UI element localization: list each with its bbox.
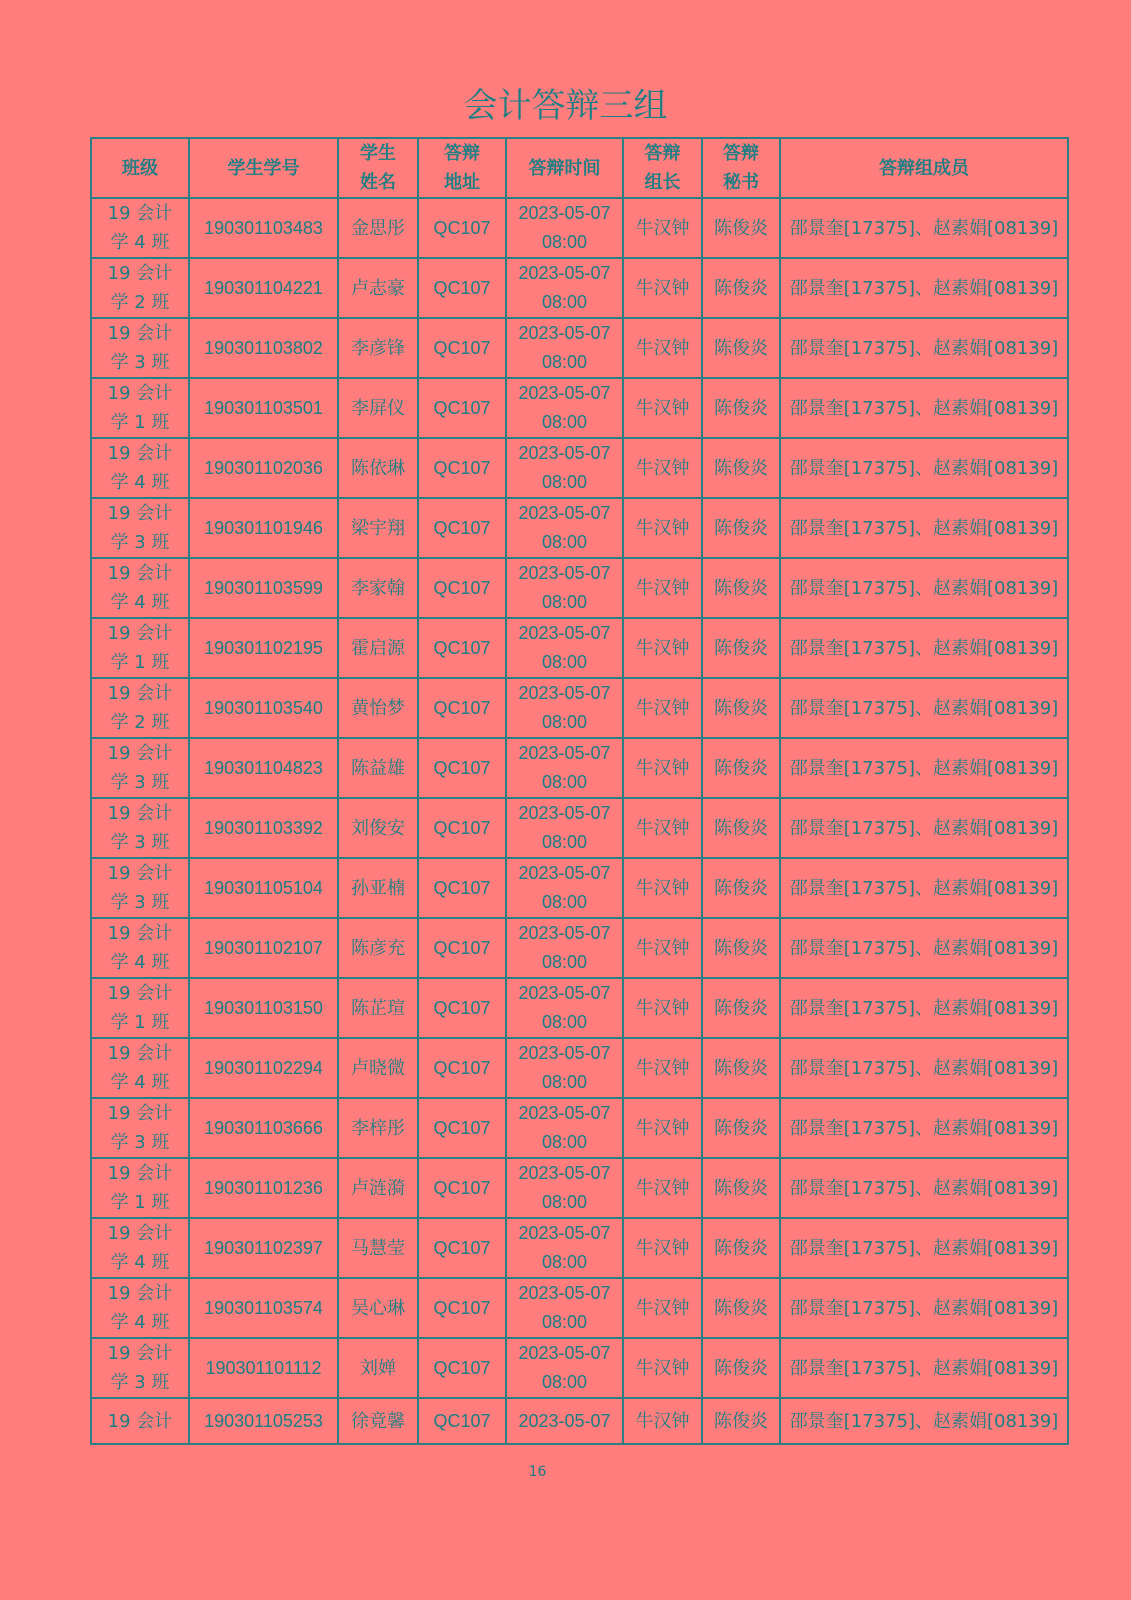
members-cell: 邵景奎[17375]、赵素娟[08139] <box>780 1038 1068 1098</box>
class-cell: 19 会计 学 3 班 <box>91 498 189 558</box>
student-name-cell: 李屏仪 <box>338 378 418 438</box>
location-cell: QC107 <box>418 858 506 918</box>
time-cell: 2023-05-07 08:00 <box>506 318 623 378</box>
header-location: 答辩 地址 <box>418 138 506 198</box>
class-cell: 19 会计 学 4 班 <box>91 918 189 978</box>
time-cell: 2023-05-07 08:00 <box>506 558 623 618</box>
student-name-cell: 卢晓微 <box>338 1038 418 1098</box>
student-name-cell: 陈依琳 <box>338 438 418 498</box>
student-name-cell: 梁宇翔 <box>338 498 418 558</box>
class-cell: 19 会计 学 3 班 <box>91 1338 189 1398</box>
student-name-cell: 卢涟漪 <box>338 1158 418 1218</box>
class-cell: 19 会计 学 3 班 <box>91 738 189 798</box>
members-cell: 邵景奎[17375]、赵素娟[08139] <box>780 1158 1068 1218</box>
leader-cell: 牛汉钟 <box>623 978 702 1038</box>
location-cell: QC107 <box>418 1218 506 1278</box>
table-row <box>91 558 1068 618</box>
members-cell: 邵景奎[17375]、赵素娟[08139] <box>780 1338 1068 1398</box>
secretary-cell: 陈俊炎 <box>702 1158 780 1218</box>
leader-cell: 牛汉钟 <box>623 918 702 978</box>
class-cell: 19 会计 学 1 班 <box>91 378 189 438</box>
secretary-cell: 陈俊炎 <box>702 1338 780 1398</box>
header-student-id: 学生学号 <box>189 138 338 198</box>
time-cell: 2023-05-07 08:00 <box>506 738 623 798</box>
secretary-cell: 陈俊炎 <box>702 678 780 738</box>
class-cell: 19 会计 学 4 班 <box>91 558 189 618</box>
student-id-cell: 190301104221 <box>189 258 338 318</box>
location-cell: QC107 <box>418 1398 506 1444</box>
student-id-cell: 190301102107 <box>189 918 338 978</box>
location-cell: QC107 <box>418 738 506 798</box>
student-name-cell: 孙亚楠 <box>338 858 418 918</box>
student-name-cell: 陈芷瑄 <box>338 978 418 1038</box>
secretary-cell: 陈俊炎 <box>702 438 780 498</box>
secretary-cell: 陈俊炎 <box>702 258 780 318</box>
location-cell: QC107 <box>418 1158 506 1218</box>
leader-cell: 牛汉钟 <box>623 1278 702 1338</box>
table-row <box>91 258 1068 318</box>
student-id-cell: 190301103540 <box>189 678 338 738</box>
secretary-cell: 陈俊炎 <box>702 318 780 378</box>
class-cell: 19 会计 学 1 班 <box>91 978 189 1038</box>
table-row <box>91 798 1068 858</box>
leader-cell: 牛汉钟 <box>623 498 702 558</box>
student-id-cell: 190301103150 <box>189 978 338 1038</box>
members-cell: 邵景奎[17375]、赵素娟[08139] <box>780 258 1068 318</box>
header-members: 答辩组成员 <box>780 138 1068 198</box>
time-cell: 2023-05-07 08:00 <box>506 1218 623 1278</box>
secretary-cell: 陈俊炎 <box>702 738 780 798</box>
leader-cell: 牛汉钟 <box>623 1218 702 1278</box>
class-cell: 19 会计 学 4 班 <box>91 198 189 258</box>
members-cell: 邵景奎[17375]、赵素娟[08139] <box>780 558 1068 618</box>
leader-cell: 牛汉钟 <box>623 678 702 738</box>
class-cell: 19 会计 学 4 班 <box>91 438 189 498</box>
student-id-cell: 190301105253 <box>189 1398 338 1444</box>
student-id-cell: 190301101236 <box>189 1158 338 1218</box>
class-cell: 19 会计 学 3 班 <box>91 1098 189 1158</box>
leader-cell: 牛汉钟 <box>623 738 702 798</box>
leader-cell: 牛汉钟 <box>623 618 702 678</box>
location-cell: QC107 <box>418 318 506 378</box>
page-number: 16 <box>528 1464 547 1480</box>
members-cell: 邵景奎[17375]、赵素娟[08139] <box>780 618 1068 678</box>
page-title: 会计答辩三组 <box>463 86 668 126</box>
secretary-cell: 陈俊炎 <box>702 1038 780 1098</box>
leader-cell: 牛汉钟 <box>623 258 702 318</box>
time-cell: 2023-05-07 08:00 <box>506 798 623 858</box>
secretary-cell: 陈俊炎 <box>702 618 780 678</box>
class-cell: 19 会计 学 1 班 <box>91 618 189 678</box>
secretary-cell: 陈俊炎 <box>702 858 780 918</box>
table-row <box>91 1098 1068 1158</box>
student-id-cell: 190301102397 <box>189 1218 338 1278</box>
student-name-cell: 卢志豪 <box>338 258 418 318</box>
secretary-cell: 陈俊炎 <box>702 1098 780 1158</box>
table-row <box>91 978 1068 1038</box>
student-name-cell: 李梓彤 <box>338 1098 418 1158</box>
time-cell: 2023-05-07 08:00 <box>506 678 623 738</box>
time-cell: 2023-05-07 08:00 <box>506 618 623 678</box>
secretary-cell: 陈俊炎 <box>702 198 780 258</box>
members-cell: 邵景奎[17375]、赵素娟[08139] <box>780 378 1068 438</box>
secretary-cell: 陈俊炎 <box>702 918 780 978</box>
location-cell: QC107 <box>418 1338 506 1398</box>
class-cell: 19 会计 学 3 班 <box>91 798 189 858</box>
table-row <box>91 198 1068 258</box>
secretary-cell: 陈俊炎 <box>702 1398 780 1444</box>
class-cell: 19 会计 学 4 班 <box>91 1278 189 1338</box>
student-name-cell: 徐竟馨 <box>338 1398 418 1444</box>
location-cell: QC107 <box>418 798 506 858</box>
members-cell: 邵景奎[17375]、赵素娟[08139] <box>780 978 1068 1038</box>
class-cell: 19 会计 学 2 班 <box>91 678 189 738</box>
student-name-cell: 吴心琳 <box>338 1278 418 1338</box>
header-secretary: 答辩 秘书 <box>702 138 780 198</box>
student-name-cell: 金思彤 <box>338 198 418 258</box>
leader-cell: 牛汉钟 <box>623 1098 702 1158</box>
student-id-cell: 190301102036 <box>189 438 338 498</box>
leader-cell: 牛汉钟 <box>623 858 702 918</box>
table-row <box>91 858 1068 918</box>
header-student-name: 学生 姓名 <box>338 138 418 198</box>
student-id-cell: 190301102294 <box>189 1038 338 1098</box>
members-cell: 邵景奎[17375]、赵素娟[08139] <box>780 798 1068 858</box>
leader-cell: 牛汉钟 <box>623 558 702 618</box>
leader-cell: 牛汉钟 <box>623 798 702 858</box>
table-row <box>91 378 1068 438</box>
members-cell: 邵景奎[17375]、赵素娟[08139] <box>780 918 1068 978</box>
time-cell: 2023-05-07 08:00 <box>506 1338 623 1398</box>
time-cell: 2023-05-07 08:00 <box>506 1278 623 1338</box>
header-class: 班级 <box>91 138 189 198</box>
student-id-cell: 190301103666 <box>189 1098 338 1158</box>
student-id-cell: 190301105104 <box>189 858 338 918</box>
members-cell: 邵景奎[17375]、赵素娟[08139] <box>780 678 1068 738</box>
time-cell: 2023-05-07 08:00 <box>506 1098 623 1158</box>
location-cell: QC107 <box>418 978 506 1038</box>
members-cell: 邵景奎[17375]、赵素娟[08139] <box>780 1278 1068 1338</box>
time-cell: 2023-05-07 08:00 <box>506 918 623 978</box>
class-cell: 19 会计 学 3 班 <box>91 318 189 378</box>
leader-cell: 牛汉钟 <box>623 1158 702 1218</box>
members-cell: 邵景奎[17375]、赵素娟[08139] <box>780 858 1068 918</box>
members-cell: 邵景奎[17375]、赵素娟[08139] <box>780 198 1068 258</box>
time-cell: 2023-05-07 08:00 <box>506 858 623 918</box>
time-cell: 2023-05-07 <box>506 1398 623 1444</box>
leader-cell: 牛汉钟 <box>623 198 702 258</box>
members-cell: 邵景奎[17375]、赵素娟[08139] <box>780 438 1068 498</box>
members-cell: 邵景奎[17375]、赵素娟[08139] <box>780 1218 1068 1278</box>
student-id-cell: 190301103574 <box>189 1278 338 1338</box>
secretary-cell: 陈俊炎 <box>702 978 780 1038</box>
student-id-cell: 190301101946 <box>189 498 338 558</box>
table-row <box>91 318 1068 378</box>
location-cell: QC107 <box>418 1278 506 1338</box>
header-leader: 答辩 组长 <box>623 138 702 198</box>
time-cell: 2023-05-07 08:00 <box>506 378 623 438</box>
student-id-cell: 190301103802 <box>189 318 338 378</box>
student-name-cell: 刘婵 <box>338 1338 418 1398</box>
student-name-cell: 李彦锋 <box>338 318 418 378</box>
student-id-cell: 190301103501 <box>189 378 338 438</box>
student-name-cell: 马慧莹 <box>338 1218 418 1278</box>
location-cell: QC107 <box>418 618 506 678</box>
student-id-cell: 190301101112 <box>189 1338 338 1398</box>
table-row <box>91 738 1068 798</box>
table-row <box>91 1398 1068 1444</box>
time-cell: 2023-05-07 08:00 <box>506 1158 623 1218</box>
header-time: 答辩时间 <box>506 138 623 198</box>
location-cell: QC107 <box>418 498 506 558</box>
student-id-cell: 190301103483 <box>189 198 338 258</box>
table-row <box>91 1158 1068 1218</box>
leader-cell: 牛汉钟 <box>623 1038 702 1098</box>
student-name-cell: 李家翰 <box>338 558 418 618</box>
time-cell: 2023-05-07 08:00 <box>506 498 623 558</box>
time-cell: 2023-05-07 08:00 <box>506 438 623 498</box>
table-row <box>91 1218 1068 1278</box>
class-cell: 19 会计 <box>91 1398 189 1444</box>
secretary-cell: 陈俊炎 <box>702 498 780 558</box>
student-name-cell: 陈彦充 <box>338 918 418 978</box>
location-cell: QC107 <box>418 378 506 438</box>
secretary-cell: 陈俊炎 <box>702 798 780 858</box>
secretary-cell: 陈俊炎 <box>702 558 780 618</box>
location-cell: QC107 <box>418 258 506 318</box>
table-header-row <box>91 138 1068 198</box>
class-cell: 19 会计 学 4 班 <box>91 1218 189 1278</box>
secretary-cell: 陈俊炎 <box>702 1278 780 1338</box>
class-cell: 19 会计 学 2 班 <box>91 258 189 318</box>
table-row <box>91 918 1068 978</box>
leader-cell: 牛汉钟 <box>623 1398 702 1444</box>
location-cell: QC107 <box>418 1038 506 1098</box>
student-name-cell: 黄怡梦 <box>338 678 418 738</box>
table-body <box>91 198 1068 1444</box>
time-cell: 2023-05-07 08:00 <box>506 1038 623 1098</box>
student-name-cell: 刘俊安 <box>338 798 418 858</box>
student-name-cell: 霍启源 <box>338 618 418 678</box>
time-cell: 2023-05-07 08:00 <box>506 198 623 258</box>
members-cell: 邵景奎[17375]、赵素娟[08139] <box>780 1098 1068 1158</box>
location-cell: QC107 <box>418 438 506 498</box>
student-name-cell: 陈益雄 <box>338 738 418 798</box>
members-cell: 邵景奎[17375]、赵素娟[08139] <box>780 1398 1068 1444</box>
student-id-cell: 190301104823 <box>189 738 338 798</box>
class-cell: 19 会计 学 4 班 <box>91 1038 189 1098</box>
members-cell: 邵景奎[17375]、赵素娟[08139] <box>780 318 1068 378</box>
table-row <box>91 678 1068 738</box>
leader-cell: 牛汉钟 <box>623 1338 702 1398</box>
defense-group-table <box>90 137 1069 1445</box>
location-cell: QC107 <box>418 1098 506 1158</box>
student-id-cell: 190301103599 <box>189 558 338 618</box>
members-cell: 邵景奎[17375]、赵素娟[08139] <box>780 738 1068 798</box>
class-cell: 19 会计 学 1 班 <box>91 1158 189 1218</box>
table-row <box>91 1038 1068 1098</box>
time-cell: 2023-05-07 08:00 <box>506 978 623 1038</box>
leader-cell: 牛汉钟 <box>623 378 702 438</box>
time-cell: 2023-05-07 08:00 <box>506 258 623 318</box>
members-cell: 邵景奎[17375]、赵素娟[08139] <box>780 498 1068 558</box>
secretary-cell: 陈俊炎 <box>702 1218 780 1278</box>
secretary-cell: 陈俊炎 <box>702 378 780 438</box>
table-row <box>91 498 1068 558</box>
table-row <box>91 1278 1068 1338</box>
table-row <box>91 618 1068 678</box>
leader-cell: 牛汉钟 <box>623 438 702 498</box>
leader-cell: 牛汉钟 <box>623 318 702 378</box>
location-cell: QC107 <box>418 678 506 738</box>
location-cell: QC107 <box>418 918 506 978</box>
location-cell: QC107 <box>418 198 506 258</box>
student-id-cell: 190301103392 <box>189 798 338 858</box>
table-row <box>91 1338 1068 1398</box>
class-cell: 19 会计 学 3 班 <box>91 858 189 918</box>
location-cell: QC107 <box>418 558 506 618</box>
table-row <box>91 438 1068 498</box>
student-id-cell: 190301102195 <box>189 618 338 678</box>
